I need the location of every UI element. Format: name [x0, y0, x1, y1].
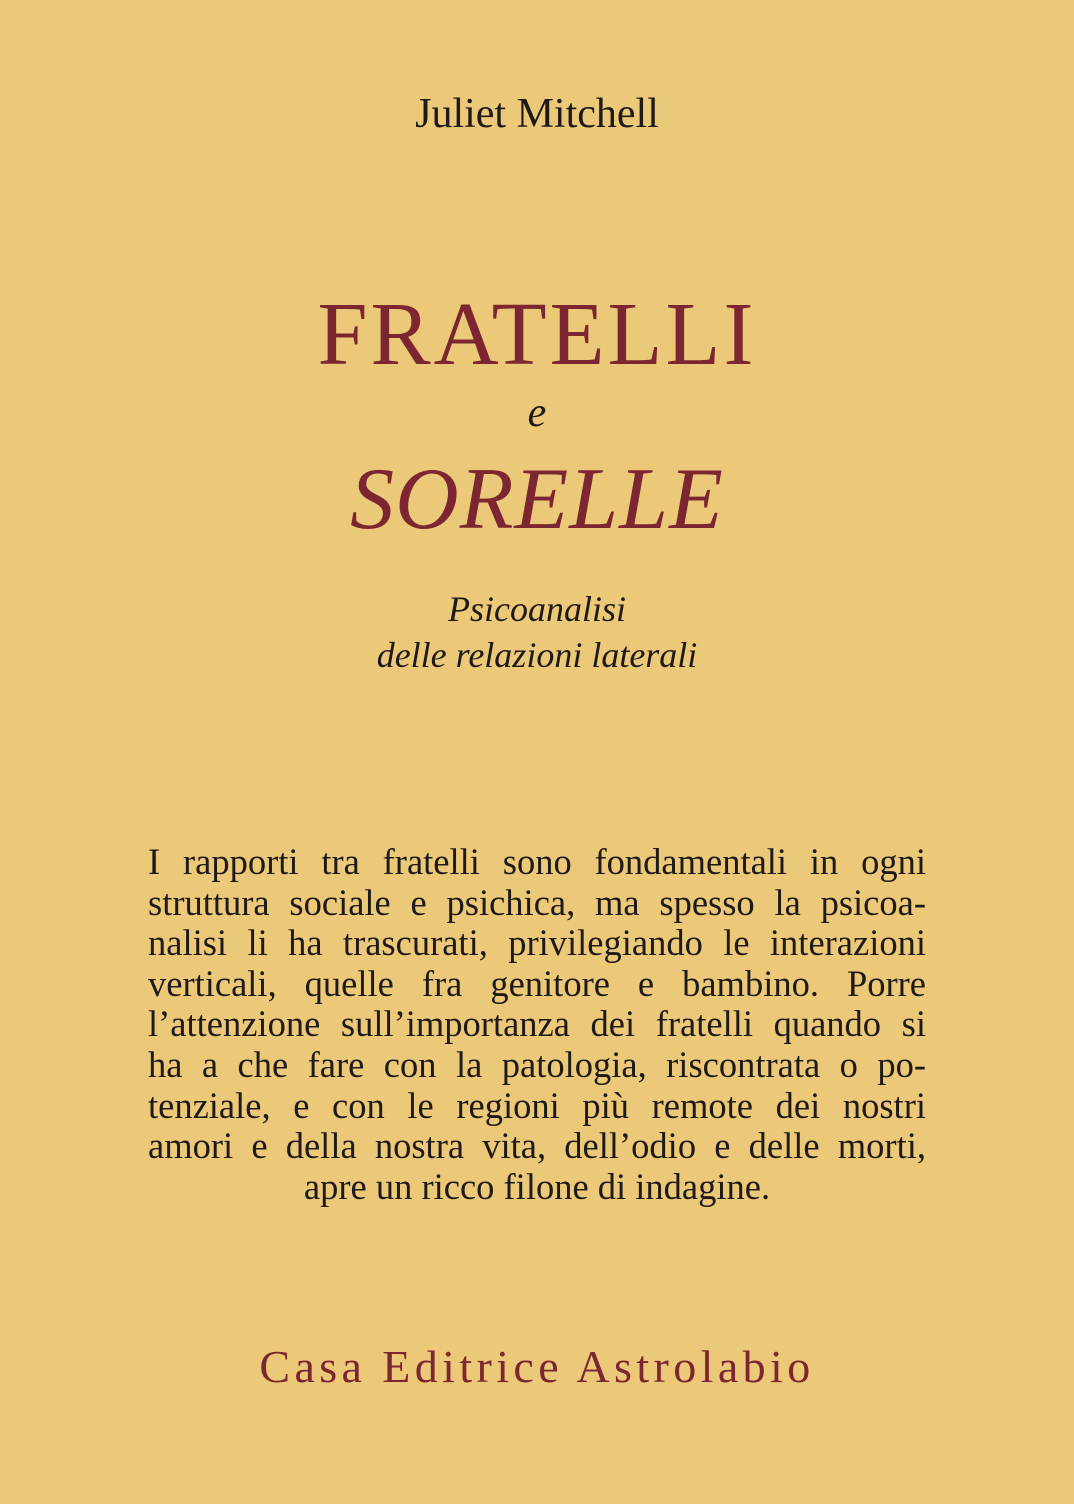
blurb-line: l’attenzione sull’importanza dei fratelli quando si [148, 1003, 926, 1045]
blurb-line: apre un ricco filone di indagine. [303, 1165, 771, 1207]
blurb-line: I rapporti tra fratelli sono fondamentali in ogni [148, 841, 926, 882]
author-name: Juliet Mitchell [415, 91, 659, 137]
subtitle-line: delle relazioni laterali [376, 635, 698, 675]
blurb [148, 842, 926, 1207]
title-second: SORELLE [350, 451, 724, 548]
publisher-name: Casa Editrice Astrolabio [259, 1341, 815, 1392]
blurb-line: struttura sociale e psichica, ma spesso la psicoa- [148, 881, 926, 923]
subtitle [0, 586, 1074, 678]
blurb-line: tenziale, e con le regioni più remote dei nostri [148, 1084, 926, 1126]
title-conjunction: e [527, 390, 547, 436]
blurb-line: nalisi li ha trascurati, privilegiando le interazioni [148, 922, 926, 964]
blurb-line: ha a che fare con la patologia, riscontrata o po- [148, 1043, 926, 1085]
blurb-line: verticali, quelle fra genitore e bambino. Porre [148, 962, 926, 1004]
title-main: FRATELLI [317, 285, 757, 384]
subtitle-line: Psicoanalisi [448, 589, 626, 629]
blurb-line: amori e della nostra vita, dell’odio e delle morti, [148, 1125, 926, 1167]
